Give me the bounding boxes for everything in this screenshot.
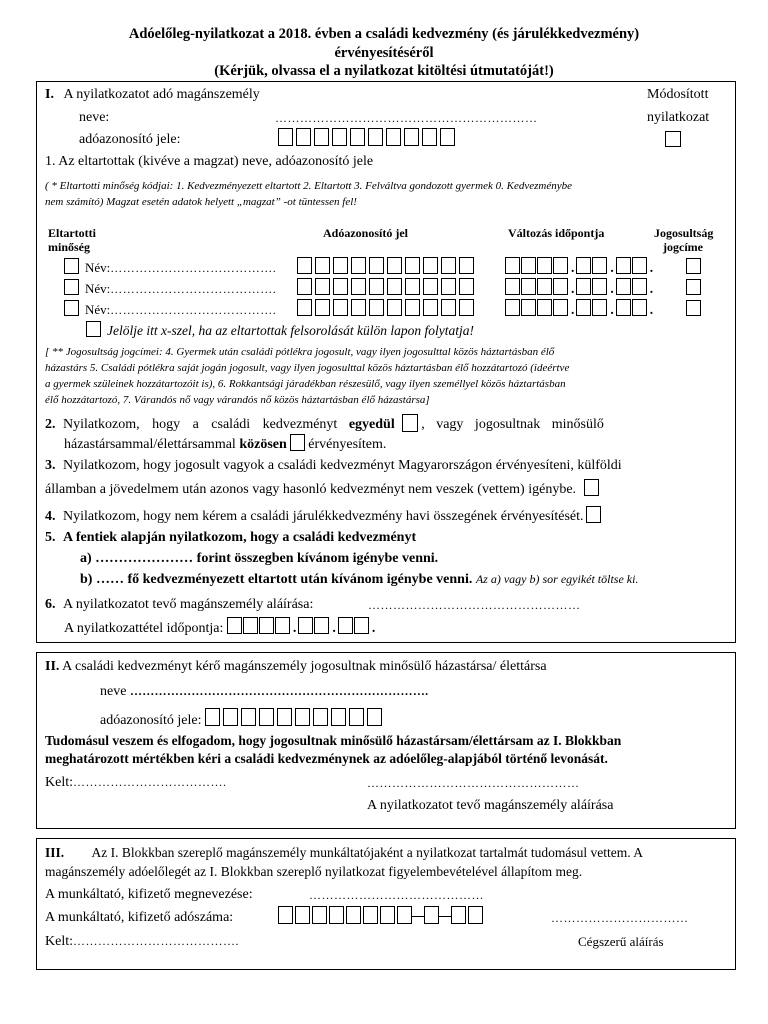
spouse-signature-field[interactable]: …………………………………………… bbox=[367, 776, 580, 790]
question-1-label: 1. Az eltartottak (kivéve a magzat) neve, adóazonosító jele bbox=[45, 154, 374, 169]
employer-tax-dots[interactable]: …………………………… bbox=[551, 911, 689, 925]
q5-option-note: Az a) vagy b) sor egyikét töltse ki. bbox=[475, 572, 639, 586]
dependent-row bbox=[64, 300, 276, 318]
col-header-minoseg-1: Eltartotti bbox=[48, 226, 96, 240]
section-2-header bbox=[45, 659, 547, 675]
date-label: A nyilatkozattétel időpontja: bbox=[64, 621, 224, 636]
dependent-row bbox=[64, 279, 276, 297]
spouse-kelt-row bbox=[45, 775, 227, 791]
section-3-text-line2: magánszemély adóelőlegét az I. Blokkban szereplő nyilatkozat figyelembevételével állapítom meg. bbox=[45, 864, 583, 879]
row-taxid-boxes[interactable] bbox=[297, 257, 477, 276]
section-2-roman: II. bbox=[45, 659, 60, 674]
q2-kozosen-checkbox[interactable] bbox=[290, 434, 305, 451]
col-header-jogcim-1: Jogosultság bbox=[654, 226, 714, 240]
q3-text-b: államban a jövedelmem után azonos vagy hasonló kedvezményt nem veszek (vettem) igénybe. bbox=[45, 482, 577, 497]
section-2-title: A családi kedvezményt kérő magánszemély jogosultnak minősülő házastársa/ élettársa bbox=[62, 659, 547, 674]
jogcim-box[interactable] bbox=[686, 258, 704, 276]
col-header-jogcim-2: jogcíme bbox=[663, 240, 703, 254]
section-1-title: A nyilatkozatot adó magánszemély bbox=[63, 87, 260, 102]
q4-text: Nyilatkozom, hogy nem kérem a családi járulékkedvezmény havi összegének érvényesítését. bbox=[63, 509, 584, 524]
q1-note-line1: ( * Eltartotti minőség kódjai: 1. Kedvezményezett eltartott 2. Eltartott 3. Felváltva gondozott gyermek 0. Kedvezménybe bbox=[45, 180, 572, 192]
q2-text-d: érvényesítem. bbox=[308, 437, 387, 452]
form-title-line1: Adóelőleg-nyilatkozat a 2018. évben a családi kedvezmény (és járulékkedvezmény) bbox=[128, 26, 640, 42]
section-3-text-1: Az I. Blokkban szereplő magánszemély munkáltatójaként a nyilatkozat tartalmát tudomásul vettem. A bbox=[91, 845, 643, 860]
name-field[interactable]: ……………………………………………………… bbox=[275, 111, 538, 125]
dependent-row bbox=[64, 258, 276, 276]
spouse-signature-label: A nyilatkozatot tevő magánszemély aláírása bbox=[367, 798, 614, 813]
question-4 bbox=[45, 506, 604, 525]
date-row bbox=[64, 617, 377, 637]
spouse-name-row bbox=[100, 684, 428, 700]
q2-egyedul-checkbox[interactable] bbox=[402, 414, 418, 432]
company-signature-label: Cégszerű aláírás bbox=[578, 934, 664, 949]
row-name-field[interactable]: …………………………………. bbox=[110, 303, 277, 317]
spouse-kelt-field[interactable]: ………………………………. bbox=[73, 775, 227, 789]
q5-option-b[interactable]: b) …… fő kedvezményezett eltartott után kívánom igénybe venni. bbox=[80, 572, 473, 587]
spouse-taxid-boxes[interactable] bbox=[205, 713, 385, 728]
form-title-line2: érvényesítéséről bbox=[334, 45, 434, 61]
question-3-line2 bbox=[45, 479, 602, 498]
row-taxid-boxes[interactable] bbox=[297, 299, 477, 318]
q2-kozosen: közösen bbox=[239, 437, 287, 452]
continue-checkbox[interactable] bbox=[86, 321, 101, 337]
row-name-field[interactable]: …………………………………. bbox=[110, 282, 277, 296]
employer-tax-label: A munkáltató, kifizető adószáma: bbox=[45, 910, 234, 925]
section-3-text-line1 bbox=[45, 845, 643, 861]
q4-checkbox[interactable] bbox=[586, 506, 601, 523]
employer-tax-boxes[interactable] bbox=[278, 906, 485, 926]
q2-text-b: , vagy jogosultnak minősülő bbox=[421, 417, 604, 432]
jogcim-note-line2: házastárs 5. Családi pótlékra saját jogán jogosult, vagy ilyen jogosulttal közös háztartásban élő hozzátartozó (ideértve bbox=[45, 362, 570, 374]
q5-option-b-row bbox=[80, 572, 638, 588]
spouse-taxid-label: adóazonosító jele: bbox=[100, 713, 202, 728]
row-taxid-boxes[interactable] bbox=[297, 278, 477, 297]
modified-label-2: nyilatkozat bbox=[647, 110, 710, 125]
row-name-field[interactable]: …………………………………. bbox=[110, 261, 277, 275]
form-instruction-note: (Kérjük, olvassa el a nyilatkozat kitöltési útmutatóját!) bbox=[214, 63, 554, 79]
q2-number: 2. bbox=[45, 417, 56, 432]
q2-egyedul: egyedül bbox=[348, 417, 395, 432]
minoseg-box[interactable] bbox=[64, 300, 79, 316]
section-1-roman: I. bbox=[45, 87, 54, 102]
question-3-line1 bbox=[45, 458, 622, 474]
spouse-kelt-label: Kelt: bbox=[45, 775, 73, 790]
continue-note: Jelölje itt x-szel, ha az eltartottak felsorolását külön lapon folytatja! bbox=[107, 323, 474, 338]
col-header-adoazon: Adóazonosító jel bbox=[323, 226, 408, 240]
minoseg-box[interactable] bbox=[64, 258, 79, 274]
spouse-ack-line1: Tudomásul veszem és elfogadom, hogy jogosultnak minősülő házastársam/élettársam az I. Blokkban bbox=[45, 733, 622, 748]
jogcim-box[interactable] bbox=[686, 300, 704, 318]
continue-row bbox=[86, 321, 474, 339]
signature-field[interactable]: …………………………………………… bbox=[368, 598, 581, 612]
spouse-taxid-row bbox=[100, 708, 385, 729]
spouse-name-label: neve bbox=[100, 684, 127, 699]
spouse-ack-line2: meghatározott mértékben kéri a családi kedvezménynek az adóelőleg-alapjából történő levonását. bbox=[45, 751, 608, 766]
employer-name-field[interactable]: …………………………………… bbox=[309, 888, 484, 902]
row-name-label: Név: bbox=[85, 281, 111, 296]
section-3-roman: III. bbox=[45, 845, 65, 860]
row-date-boxes[interactable]: . . . bbox=[505, 299, 655, 318]
question-6 bbox=[45, 597, 313, 613]
date-boxes[interactable]: . . . bbox=[227, 621, 378, 636]
jogcim-note-line3: a gyermek szüleinek hozzátartozóit is), 6. Rokkantsági járadékban részesülő, vagy ilyen személlyel közös háztartásban bbox=[45, 378, 566, 390]
employer-kelt-label: Kelt: bbox=[45, 934, 73, 949]
taxid-label: adóazonosító jele: bbox=[79, 132, 181, 147]
col-header-minoseg-2: minőség bbox=[48, 240, 90, 254]
question-5-title bbox=[45, 530, 416, 546]
row-date-boxes[interactable]: . . . bbox=[505, 257, 655, 276]
employer-name-label: A munkáltató, kifizető megnevezése: bbox=[45, 887, 253, 902]
q3-number: 3. bbox=[45, 458, 56, 473]
q3-text-a: Nyilatkozom, hogy jogosult vagyok a családi kedvezményt Magyarországon érvényesíteni, külföldi bbox=[63, 458, 622, 473]
q5-title-text: A fentiek alapján nyilatkozom, hogy a családi kedvezményt bbox=[63, 530, 417, 545]
section-1-header bbox=[45, 87, 260, 103]
jogcim-box[interactable] bbox=[686, 279, 704, 297]
modified-label-1: Módosított bbox=[647, 87, 709, 102]
spouse-name-field[interactable]: ………………………………………………………………. bbox=[129, 684, 429, 698]
name-label: neve: bbox=[79, 110, 110, 125]
jogcim-note-line1: [ ** Jogosultság jogcímei: 4. Gyermek után családi pótlékra jogosult, vagy ilyen jogosulttal közös háztartásban élő bbox=[45, 346, 555, 358]
question-2-line1 bbox=[45, 414, 604, 433]
taxid-boxes[interactable] bbox=[278, 128, 458, 148]
row-name-label: Név: bbox=[85, 260, 111, 275]
question-2-line2 bbox=[64, 434, 386, 453]
q5-number: 5. bbox=[45, 530, 56, 545]
row-name-label: Név: bbox=[85, 302, 111, 317]
employer-kelt-row bbox=[45, 934, 239, 950]
q5-option-a[interactable]: a) ………………… forint összegben kívánom igénybe venni. bbox=[80, 551, 439, 566]
minoseg-box[interactable] bbox=[64, 279, 79, 295]
q2-text-c: házastársammal/élettársammal bbox=[64, 437, 236, 452]
row-date-boxes[interactable]: . . . bbox=[505, 278, 655, 297]
q6-number: 6. bbox=[45, 597, 56, 612]
jogcim-note-line4: élő hozzátartozó, 7. Várandós nő vagy várandós nő közös háztartásban élő házastársa] bbox=[45, 394, 430, 406]
q6-label: A nyilatkozatot tevő magánszemély aláírása: bbox=[63, 597, 314, 612]
employer-kelt-field[interactable]: …………………………………. bbox=[73, 934, 239, 948]
col-header-valtozas: Változás időpontja bbox=[508, 226, 605, 240]
q1-note-line2: nem számító) Magzat esetén adatok helyett „magzat” -ot tüntessen fel! bbox=[45, 196, 357, 208]
modified-checkbox[interactable] bbox=[665, 131, 684, 149]
q3-checkbox[interactable] bbox=[584, 479, 599, 496]
q4-number: 4. bbox=[45, 509, 56, 524]
q2-text-a: Nyilatkozom, hogy a családi kedvezményt bbox=[63, 417, 338, 432]
